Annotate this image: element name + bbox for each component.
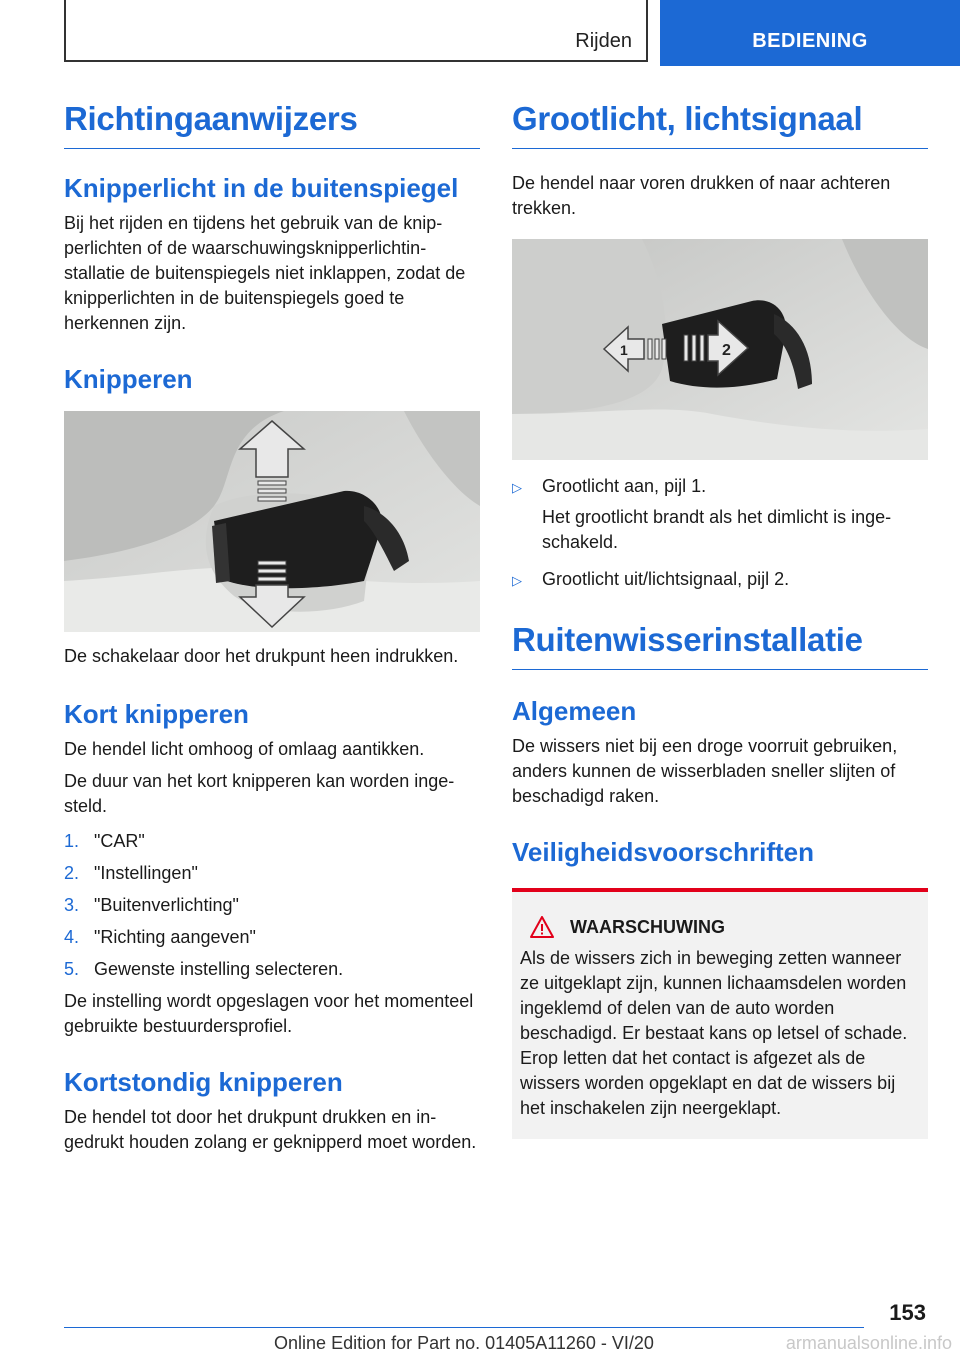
step-text: "Instellingen" bbox=[94, 863, 198, 883]
heading-kortstondig-knipperen: Kortstondig knipperen bbox=[64, 1067, 343, 1097]
triangle-bullet-icon: ▷ bbox=[512, 480, 522, 495]
heading-richtingaanwijzers: Richtingaanwijzers bbox=[64, 100, 480, 149]
photo-high-beam-stalk bbox=[512, 239, 928, 460]
steps-list bbox=[64, 829, 480, 982]
step-item bbox=[64, 893, 480, 918]
list-item-text: Grootlicht uit/lichtsignaal, pijl 2. bbox=[542, 569, 790, 589]
warning-title bbox=[520, 916, 920, 938]
header-section-tab bbox=[660, 0, 960, 66]
step-number: 5. bbox=[64, 959, 80, 979]
list-item bbox=[512, 567, 928, 593]
warning-box bbox=[512, 888, 928, 1139]
step-item bbox=[64, 829, 480, 854]
header-chapter-box bbox=[64, 0, 648, 62]
warning-body: Als de wissers zich in beweging zetten wanneer ze uitgeklapt zijn, kunnen lichaamsdelen worden ingeklemd of delen van de auto worden beschadigd. Er bestaat kans op letsel of schade. Erop letten dat het contact is afgezet als de wissers worden opgeklapt en dat de wissers bij het inschakelen zijn neergeklapt. bbox=[520, 948, 908, 1118]
header-section-label: BEDIENING bbox=[752, 30, 868, 52]
right-column bbox=[512, 100, 928, 1139]
arrow-label-2: 2 bbox=[722, 342, 731, 359]
page-number: 153 bbox=[889, 1300, 926, 1325]
step-number: 3. bbox=[64, 895, 80, 915]
heading-knipperlicht-buitenspiegel: Knipperlicht in de buitenspiegel bbox=[64, 173, 459, 203]
footer-edition: Online Edition for Part no. 01405A11260 - VI/20 bbox=[274, 1333, 654, 1353]
paragraph-kortstondig: De hendel tot door het drukpunt drukken en ingedrukt houden zolang er geknipperd moet worden. bbox=[64, 1107, 477, 1152]
heading-algemeen: Algemeen bbox=[512, 696, 637, 726]
step-item bbox=[64, 861, 480, 886]
step-item bbox=[64, 925, 480, 950]
paragraph-knipperlicht: Bij het rijden en tijdens het gebruik van de knipperlichten of de waarschuwingsknipperlichtinstallatie de buitenspiegels niet inklappen, zodat de knipperlichten in de buitenspiegels goed te herkennen zijn. bbox=[64, 213, 466, 333]
caption-knipperen: De schakelaar door het drukpunt heen indrukken. bbox=[64, 646, 459, 666]
photo-turn-signal-stalk bbox=[64, 411, 480, 632]
paragraph-kort-2: De duur van het kort knipperen kan worden ingesteld. bbox=[64, 771, 455, 816]
heading-knipperen: Knipperen bbox=[64, 364, 193, 394]
heading-veiligheidsvoorschriften: Veiligheidsvoorschriften bbox=[512, 837, 814, 867]
arrow-label-1: 1 bbox=[620, 342, 628, 358]
left-column bbox=[64, 100, 480, 1155]
warning-title-text: WAARSCHUWING bbox=[570, 916, 725, 937]
step-number: 1. bbox=[64, 831, 80, 851]
paragraph-algemeen: De wissers niet bij een droge voorruit gebruiken, anders kunnen de wisserbladen sneller slijten of beschadigd raken. bbox=[512, 736, 898, 806]
heading-ruitenwisserinstallatie: Ruitenwisserinstallatie bbox=[512, 621, 928, 670]
high-beam-list bbox=[512, 474, 928, 593]
page-header bbox=[0, 0, 960, 66]
step-number: 4. bbox=[64, 927, 80, 947]
list-item-subtext: Het grootlicht brandt als het dimlicht is ingeschakeld. bbox=[542, 507, 892, 552]
paragraph-grootlicht-intro: De hendel naar voren drukken of naar achteren trekken. bbox=[512, 173, 891, 218]
list-item-text: Grootlicht aan, pijl 1. bbox=[542, 476, 707, 496]
step-item bbox=[64, 957, 480, 982]
step-text: "Buitenverlichting" bbox=[94, 895, 239, 915]
heading-kort-knipperen: Kort knipperen bbox=[64, 699, 249, 729]
watermark: armanualsonline.info bbox=[785, 1333, 952, 1353]
list-item bbox=[512, 474, 928, 555]
footer-rule bbox=[64, 1327, 864, 1328]
paragraph-kort-1: De hendel licht omhoog of omlaag aantikken. bbox=[64, 739, 425, 759]
step-text: "CAR" bbox=[94, 831, 145, 851]
heading-grootlicht: Grootlicht, lichtsignaal bbox=[512, 100, 928, 149]
step-number: 2. bbox=[64, 863, 80, 883]
step-text: "Richting aangeven" bbox=[94, 927, 256, 947]
triangle-bullet-icon: ▷ bbox=[512, 573, 522, 588]
paragraph-kort-3: De instelling wordt opgeslagen voor het momenteel gebruikte bestuurdersprofiel. bbox=[64, 991, 474, 1036]
warning-triangle-icon bbox=[530, 916, 554, 938]
header-chapter: Rijden bbox=[575, 30, 632, 52]
step-text: Gewenste instelling selecteren. bbox=[94, 959, 344, 979]
